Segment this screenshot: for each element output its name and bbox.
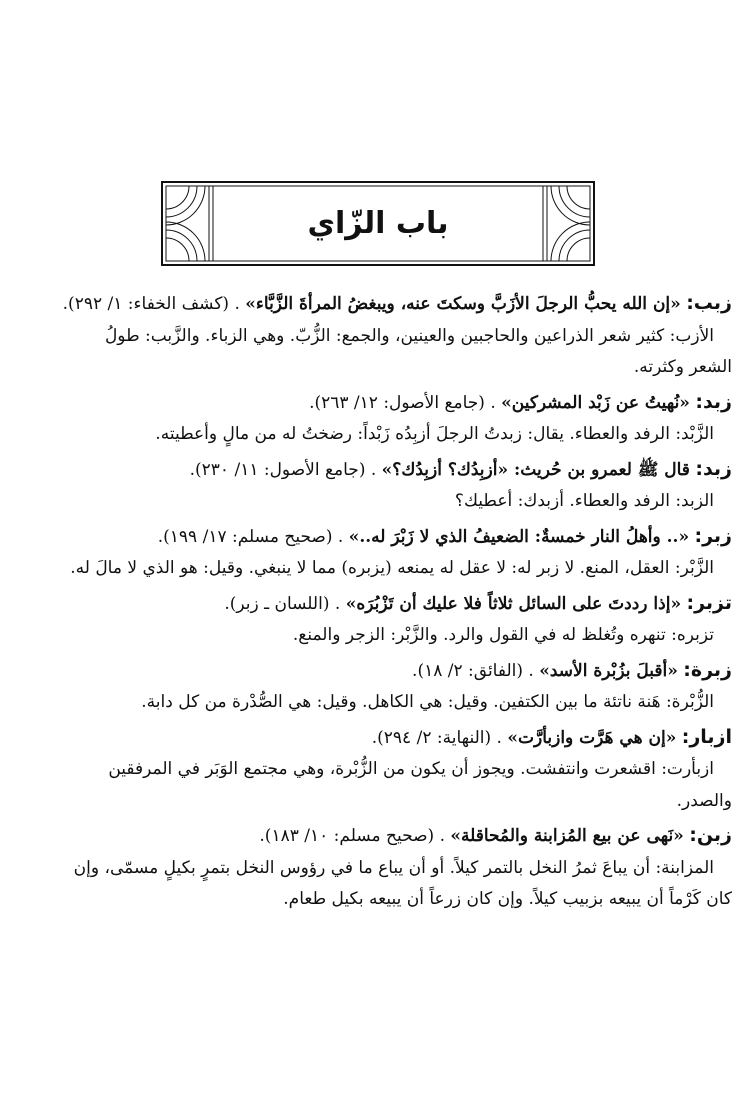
- chapter-title: باب الزّاي: [307, 206, 449, 241]
- entry-headword: زبر:: [694, 524, 732, 547]
- entry-headword: زبرة:: [683, 658, 732, 681]
- entry: [62, 521, 732, 585]
- entry: [62, 288, 732, 384]
- entry-explanation: الزَّبْر: العقل، المنع. لا زبر له: لا عقل له يمنعه (يزبره) مما لا ينبغي. وقيل: هو الذي لا مالَ له.: [70, 558, 714, 578]
- entry: [62, 454, 732, 518]
- entry-explanation: تزبره: تنهره وتُغلظ له في القول والرد. والزَّبْر: الزجر والمنع.: [292, 625, 714, 645]
- entry-source: . (جامع الأصول: ١١/ ٢٣٠).: [189, 459, 382, 480]
- entry-quote: «نُهيتُ عن زَبْد المشركين»: [501, 392, 690, 413]
- entry-quote: قال ﷺ لعمرو بن حُريث: «أزبِدُك؟ أزبِدُك؟»: [381, 459, 690, 480]
- entry-headword: زبن:: [689, 824, 732, 846]
- entry-explanation: الزبد: الرفد والعطاء. أزبدك: أعطيك؟: [454, 491, 714, 511]
- entry-source: . (كشف الخفاء: ١/ ٢٩٢).: [62, 294, 246, 314]
- entry-quote: «.. وأهلُ النار خمسةٌ: الضعيفُ الذي لا زَبْرَ له..»: [348, 526, 690, 547]
- entry: [62, 588, 732, 652]
- entry-source: . (صحيح مسلم: ١٧/ ١٩٩).: [157, 526, 349, 547]
- entry-quote: «إن هي هَرَّت وازبأرَّت»: [507, 727, 677, 748]
- entry-headword: زبد:: [695, 390, 732, 413]
- entry-headword: زبد:: [695, 457, 732, 480]
- entries-list: [62, 288, 732, 916]
- entry: [62, 722, 732, 818]
- entry-quote: «إن الله يحبُّ الرجلَ الأزَبَّ وسكتَ عنه، ويبغضُ المرأةَ الزَّبَّاء»: [245, 294, 681, 314]
- entry-source: . (جامع الأصول: ١٢/ ٢٦٣).: [309, 392, 502, 413]
- entry-explanation: ازبأرت: اقشعرت وانتفشت. ويجوز أن يكون من الزُّبْرة، وهي مجتمع الوَبَر في المرفقين والصدر.: [108, 759, 732, 811]
- entry-headword: زبب:: [686, 292, 732, 314]
- entry-quote: «إذا رددتَ على السائل ثلاثاً فلا عليك أن تَزْبُرَه»: [345, 593, 682, 614]
- entry: [62, 820, 732, 916]
- chapter-heading-frame: [161, 181, 595, 266]
- entry-source: . (الفائق: ٢/ ١٨).: [412, 660, 540, 681]
- entry-source: . (اللسان ـ زبر).: [224, 593, 346, 614]
- entry-explanation: الزَّبْد: الرفد والعطاء. يقال: زبدتُ الرجلَ أزبِدُه زَبْداً: رضختُ له من مالٍ وأعطيته.: [155, 424, 714, 444]
- entry-headword: تزبر:: [686, 591, 732, 614]
- entry-headword: ازبار:: [681, 725, 732, 748]
- entry: [62, 387, 732, 451]
- entry-explanation: الزُّبْرة: هَنة ناتئة ما بين الكتفين. وقيل: هي الكاهل. وقيل: هي الصُّدْرة من كل دابة.: [141, 692, 714, 712]
- entry-quote: «أقبلَ بزُبْرة الأسد»: [539, 660, 678, 681]
- entry-source: . (صحيح مسلم: ١٠/ ١٨٣).: [259, 826, 451, 846]
- entry-source: . (النهاية: ٢/ ٢٩٤).: [371, 727, 508, 748]
- entry-explanation: الأزب: كثير شعر الذراعين والحاجبين والعينين، والجمع: الزُّبّ. وهي الزباء. والزَّبب: طولُ الشعر وكثرته.: [104, 325, 732, 377]
- entry: [62, 655, 732, 719]
- entry-explanation: المزابنة: أن يباعَ ثمرُ النخل بالتمر كيلاً. أو أن يباع ما في رؤوس النخل بتمرٍ بكيلٍ مسمّى، وإن كان كَرْماً أن يبيعه بزبيب كيلاً. وإن كان زرعاً أن يبيعه بكيل طعام.: [73, 857, 732, 909]
- entry-quote: «نَهى عن بيع المُزابنة والمُحاقلة»: [450, 826, 684, 846]
